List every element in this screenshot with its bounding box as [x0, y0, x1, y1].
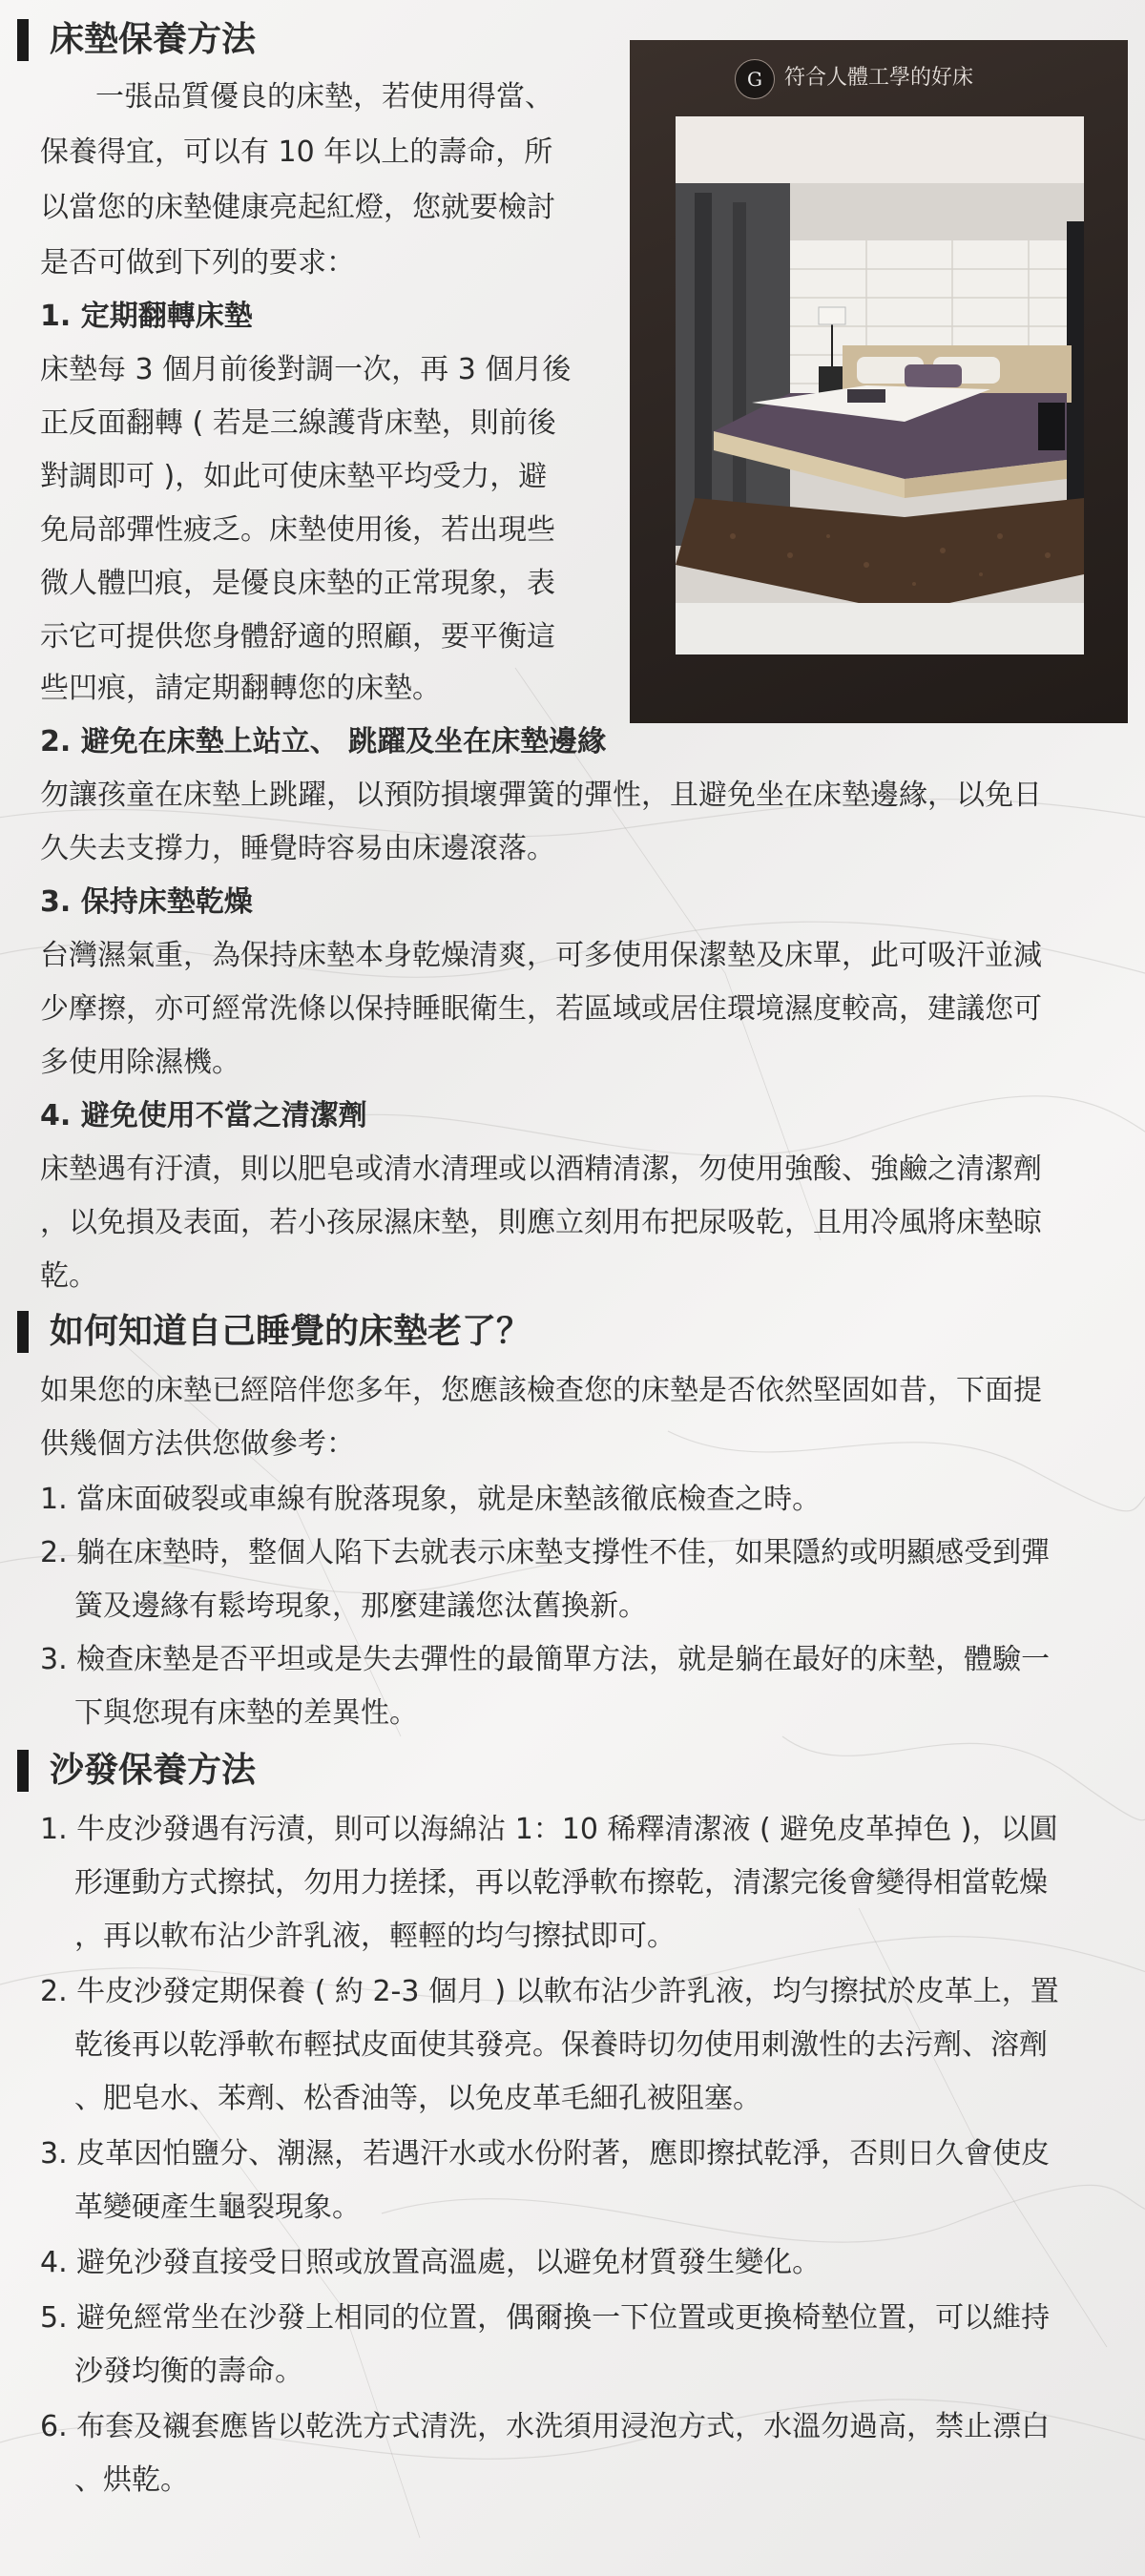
body-line: 多使用除濕機。	[40, 1046, 240, 1079]
section-title-sofa-care: 沙發保養方法	[17, 1750, 256, 1792]
intro-line: 是否可做到下列的要求：	[40, 246, 355, 280]
list-item: 3. 檢查床墊是否平坦或是失去彈性的最簡單方法，就是躺在最好的床墊，體驗一	[40, 1643, 1051, 1676]
bedroom-image	[676, 116, 1084, 654]
body-line: 床墊遇有汙漬，則以肥皂或清水清理或以酒精清潔，勿使用強酸、強鹼之清潔劑	[40, 1153, 1042, 1186]
item-heading: 4. 避免使用不當之清潔劑	[40, 1099, 367, 1132]
list-item-continued: 革變硬產生龜裂現象。	[74, 2191, 361, 2224]
body-line: 台灣濕氣重，為保持床墊本身乾燥清爽，可多使用保潔墊及床單，此可吸汗並減	[40, 939, 1042, 972]
brand-logo: G	[735, 59, 775, 99]
list-item-continued: 形運動方式擦拭，勿用力搓揉，再以乾淨軟布擦乾，清潔完後會變得相當乾燥	[74, 1866, 1048, 1900]
intro-line: 以當您的床墊健康亮起紅燈，您就要檢討	[40, 191, 555, 224]
body-line: 勿讓孩童在床墊上跳躍，以預防損壞彈簧的彈性，且避免坐在床墊邊緣，以免日	[40, 779, 1042, 812]
list-item-continued: 簧及邊緣有鬆垮現象，那麼建議您汰舊換新。	[74, 1589, 647, 1623]
body-line: 示它可提供您身體舒適的照顧，要平衡這	[40, 620, 555, 654]
body-line: 微人體凹痕，是優良床墊的正常現象，表	[40, 567, 555, 600]
body-line: 免局部彈性疲乏。床墊使用後，若出現些	[40, 513, 555, 547]
list-item: 6. 布套及襯套應皆以乾洗方式清洗，水洗須用浸泡方式，水溫勿過高，禁止漂白	[40, 2410, 1051, 2443]
body-line: 乾。	[40, 1259, 97, 1293]
intro-line: 保養得宜，可以有 10 年以上的壽命，所	[40, 135, 553, 169]
body-line: 些凹痕，請定期翻轉您的床墊。	[40, 672, 441, 705]
body-line: 久失去支撐力，睡覺時容易由床邊滾落。	[40, 832, 555, 865]
list-item: 2. 牛皮沙發定期保養 ( 約 2-3 個月 ) 以軟布沾少許乳液，均勻擦拭於皮革上，置	[40, 1975, 1059, 2008]
section-title-mattress-care: 床墊保養方法	[17, 19, 256, 61]
list-item: 5. 避免經常坐在沙發上相同的位置，偶爾換一下位置或更換椅墊位置，可以維持	[40, 2301, 1051, 2335]
list-item: 2. 躺在床墊時，整個人陷下去就表示床墊支撐性不佳，如果隱約或明顯感受到彈	[40, 1536, 1051, 1569]
intro-line: 如果您的床墊已經陪伴您多年，您應該檢查您的床墊是否依然堅固如昔，下面提	[40, 1374, 1042, 1407]
body-line: 床墊每 3 個月前後對調一次，再 3 個月後	[40, 353, 572, 386]
list-item-continued: 、烘乾。	[74, 2463, 189, 2497]
body-line: 對調即可 )，如此可使床墊平均受力，避	[40, 460, 548, 493]
body-line: ，以免損及表面，若小孩尿濕床墊，則應立刻用布把尿吸乾，且用冷風將床墊晾	[40, 1206, 1042, 1239]
body-line: 正反面翻轉 ( 若是三線護背床墊，則前後	[40, 406, 556, 440]
section-title-mattress-age: 如何知道自己睡覺的床墊老了？	[17, 1311, 531, 1353]
list-item-continued: 沙發均衡的壽命。	[74, 2355, 303, 2388]
intro-line: 一張品質優良的床墊，若使用得當、	[95, 80, 553, 114]
list-item: 1. 當床面破裂或車線有脫落現象，就是床墊該徹底檢查之時。	[40, 1483, 822, 1516]
list-item: 4. 避免沙發直接受日照或放置高溫處，以避免材質發生變化。	[40, 2246, 822, 2279]
list-item-continued: ，再以軟布沾少許乳液，輕輕的均勻擦拭即可。	[74, 1920, 676, 1953]
list-item: 1. 牛皮沙發遇有污漬，則可以海綿沾 1：10 稀釋清潔液 ( 避免皮革掉色 )，以圓	[40, 1813, 1058, 1846]
body-line: 少摩擦，亦可經常洗條以保持睡眠衛生，若區域或居住環境濕度較高，建議您可	[40, 992, 1042, 1026]
bedroom-photo	[630, 40, 1128, 723]
item-heading: 1. 定期翻轉床墊	[40, 300, 253, 333]
item-heading: 2. 避免在床墊上站立、 跳躍及坐在床墊邊緣	[40, 725, 607, 758]
photo-caption: 符合人體工學的好床	[784, 66, 974, 90]
list-item: 3. 皮革因怕鹽分、潮濕，若遇汗水或水份附著，應即擦拭乾淨，否則日久會使皮	[40, 2137, 1051, 2171]
list-item-continued: 乾後再以乾淨軟布輕拭皮面使其發亮。保養時切勿使用刺激性的去污劑、溶劑	[74, 2028, 1048, 2062]
intro-line: 供幾個方法供您做參考：	[40, 1427, 355, 1461]
list-item-continued: 下與您現有床墊的差異性。	[74, 1696, 418, 1730]
item-heading: 3. 保持床墊乾燥	[40, 885, 253, 919]
list-item-continued: 、肥皂水、苯劑、松香油等，以免皮革毛細孔被阻塞。	[74, 2082, 761, 2115]
